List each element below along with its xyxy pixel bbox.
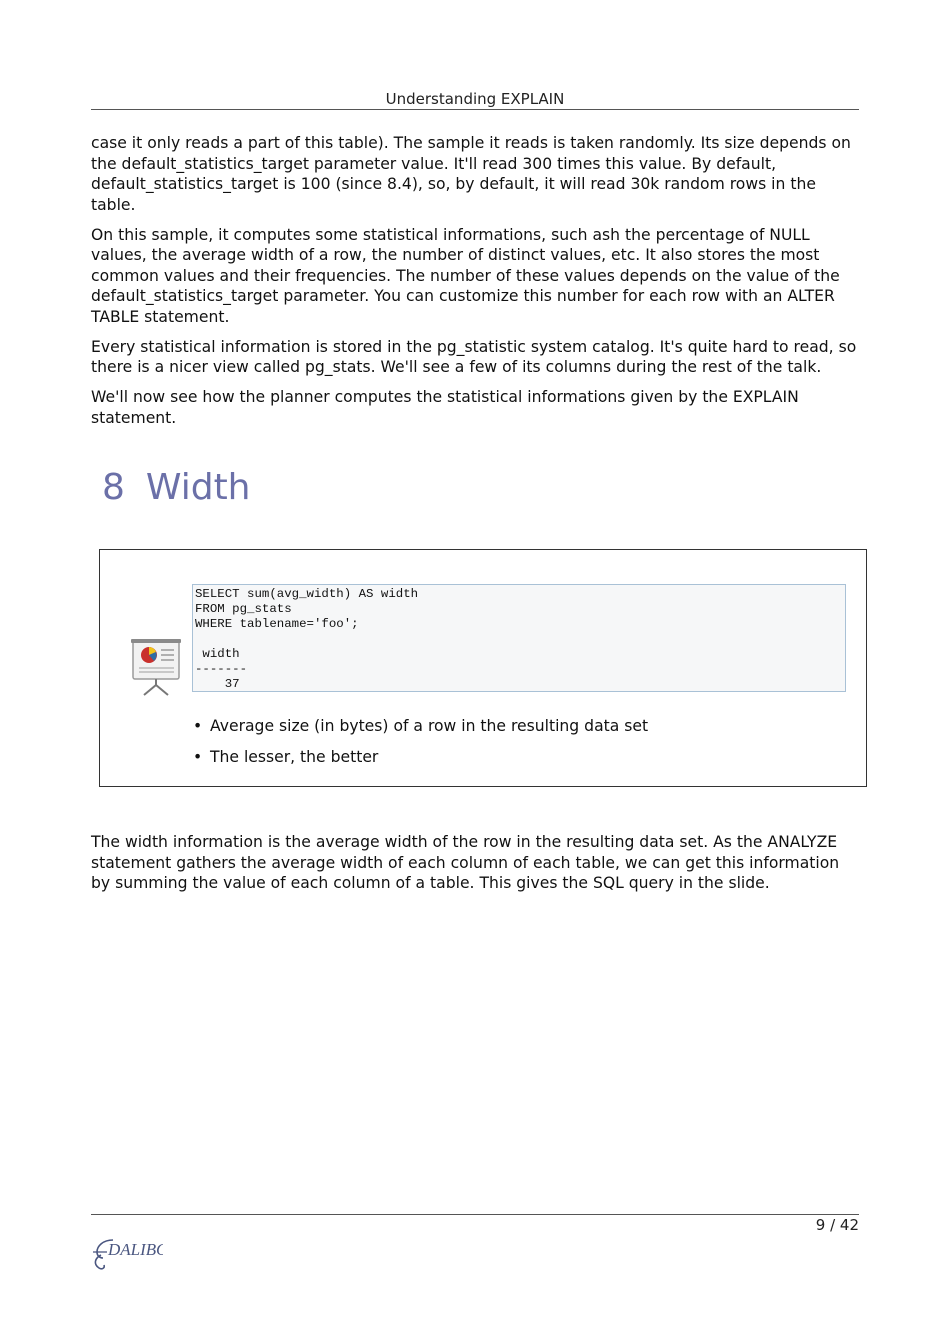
section-heading: [102, 466, 251, 510]
slide-bullets: [192, 716, 648, 778]
explanation-paragraph: The width information is the average width of the row in the resulting data set. As the ANALYZE statement gathers the average width of each column of each table, we can get this information by summing the value of each column of a table. This gives the SQL query in the slide.: [91, 833, 840, 892]
paragraph: Every statistical information is stored in the pg_statistic system catalog. It's quite hard to read, so there is a nicer view called pg_stats. We'll see a few of its columns during the rest of the talk.: [91, 337, 857, 376]
page-number: 9 / 42: [815, 1216, 859, 1234]
section-title: Width: [145, 467, 251, 508]
logo-text: DALIBO: [108, 1240, 163, 1259]
slide-box: [99, 549, 867, 787]
paragraph: On this sample, it computes some statistical informations, such ash the percentage of NULL values, the average width of a row, the number of distinct values, etc. It also stores the most common values and their frequencies. The number of these values depends on the value of the default_statistics_target parameter. You can customize this number for each row with an ALTER TABLE statement.: [91, 225, 840, 326]
list-item: • Average size (in bytes) of a row in the resulting data set: [192, 716, 648, 736]
list-item: • The lesser, the better: [192, 747, 648, 767]
intro-text: [91, 133, 863, 438]
page-header: Understanding EXPLAIN: [91, 89, 859, 110]
presentation-board-icon: [130, 638, 182, 698]
footer-divider: [91, 1214, 859, 1215]
sql-code-block: SELECT sum(avg_width) AS width FROM pg_stats WHERE tablename='foo'; width ------- 37: [192, 584, 846, 692]
section-number: 8: [102, 467, 125, 508]
paragraph: case it only reads a part of this table). The sample it reads is taken randomly. Its size depends on the default_statistics_target parameter value. It'll read 300 times this value. By default, default_statistics_target is 100 (since 8.4), so, by default, it will read 30k random rows in the table.: [91, 134, 851, 214]
dalibo-elephant-logo-icon: [91, 1234, 163, 1272]
paragraph: We'll now see how the planner computes the statistical informations given by the EXPLAIN statement.: [91, 388, 799, 427]
